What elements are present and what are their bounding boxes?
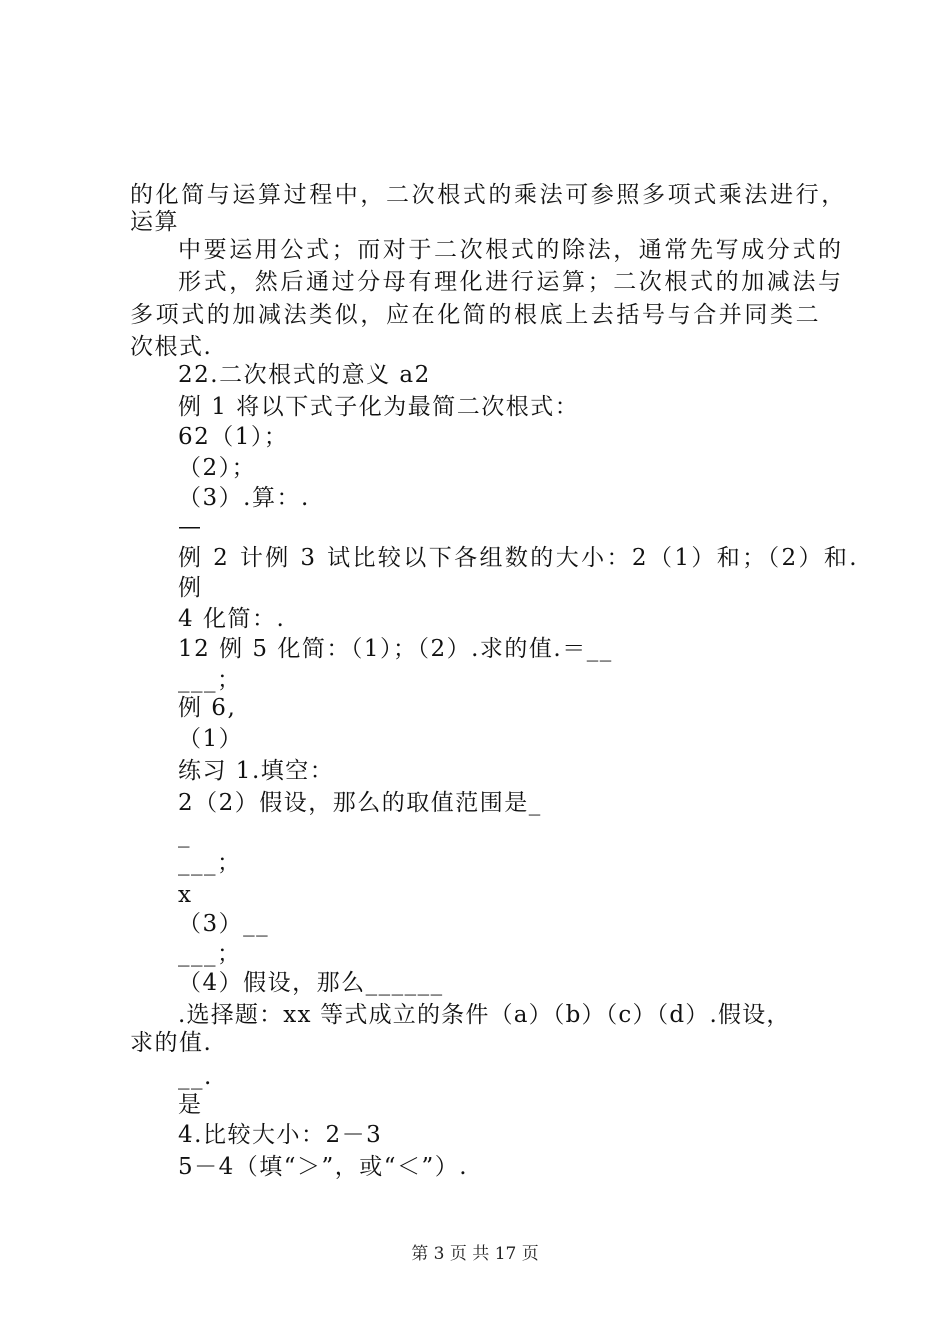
text-line: 4.比较大小：2－3 xyxy=(178,1122,383,1148)
text-line: 运算 xyxy=(130,209,179,235)
text-line: .选择题：xx 等式成立的条件（a）（b）（c）（d）.假设， xyxy=(178,1002,791,1028)
example-line: 例 2 计例 3 试比较以下各组数的大小：2（1）和；（2）和. xyxy=(178,545,860,571)
text-line: 多项式的加减法类似，应在化简的根底上去括号与合并同类二 xyxy=(130,302,822,328)
text-line: 2（2）假设，那么的取值范围是_ xyxy=(178,790,542,816)
text-line: （3）.算：. xyxy=(178,485,310,511)
text-line: （2）； xyxy=(178,455,257,481)
text-line: 求的值. xyxy=(130,1030,213,1056)
text-line: _ xyxy=(178,822,191,848)
exercise-heading: 练习 1.填空： xyxy=(178,758,335,784)
text-line: 5－4（填“＞”，或“＜”）. xyxy=(178,1154,469,1180)
section-heading: 22.二次根式的意义 a2 xyxy=(178,362,431,388)
text-line: （4）假设，那么______ xyxy=(178,970,444,996)
text-line: 次根式. xyxy=(130,334,213,360)
text-line: x xyxy=(178,882,193,908)
text-line: ___； xyxy=(178,850,242,876)
text-line: （3）__ xyxy=(178,911,270,937)
text-line: 中要运用公式；而对于二次根式的除法，通常先写成分式的 xyxy=(178,237,844,263)
text-line: __. xyxy=(178,1064,213,1090)
example-line: 12 例 5 化简：（1）；（2）.求的值.＝__ xyxy=(178,636,613,662)
example-line: 例 1 将以下式子化为最简二次根式： xyxy=(178,394,580,420)
text-line: 形式，然后通过分母有理化进行运算；二次根式的加减法与 xyxy=(178,269,844,295)
text-line: ___； xyxy=(178,941,242,967)
text-line: ___； xyxy=(178,667,242,693)
text-line: （1） xyxy=(178,726,244,752)
text-line: 4 化简：. xyxy=(178,606,286,632)
text-line: 是 xyxy=(178,1092,203,1118)
text-line: 例 xyxy=(178,575,203,601)
page-number-footer: 第 3 页 共 17 页 xyxy=(411,1244,539,1264)
text-line: — xyxy=(178,514,203,540)
text-line: 62（1）； xyxy=(178,424,289,450)
text-line: 的化简与运算过程中，二次根式的乘法可参照多项式乘法进行， xyxy=(130,182,847,208)
example-line: 例 6, xyxy=(178,695,237,721)
